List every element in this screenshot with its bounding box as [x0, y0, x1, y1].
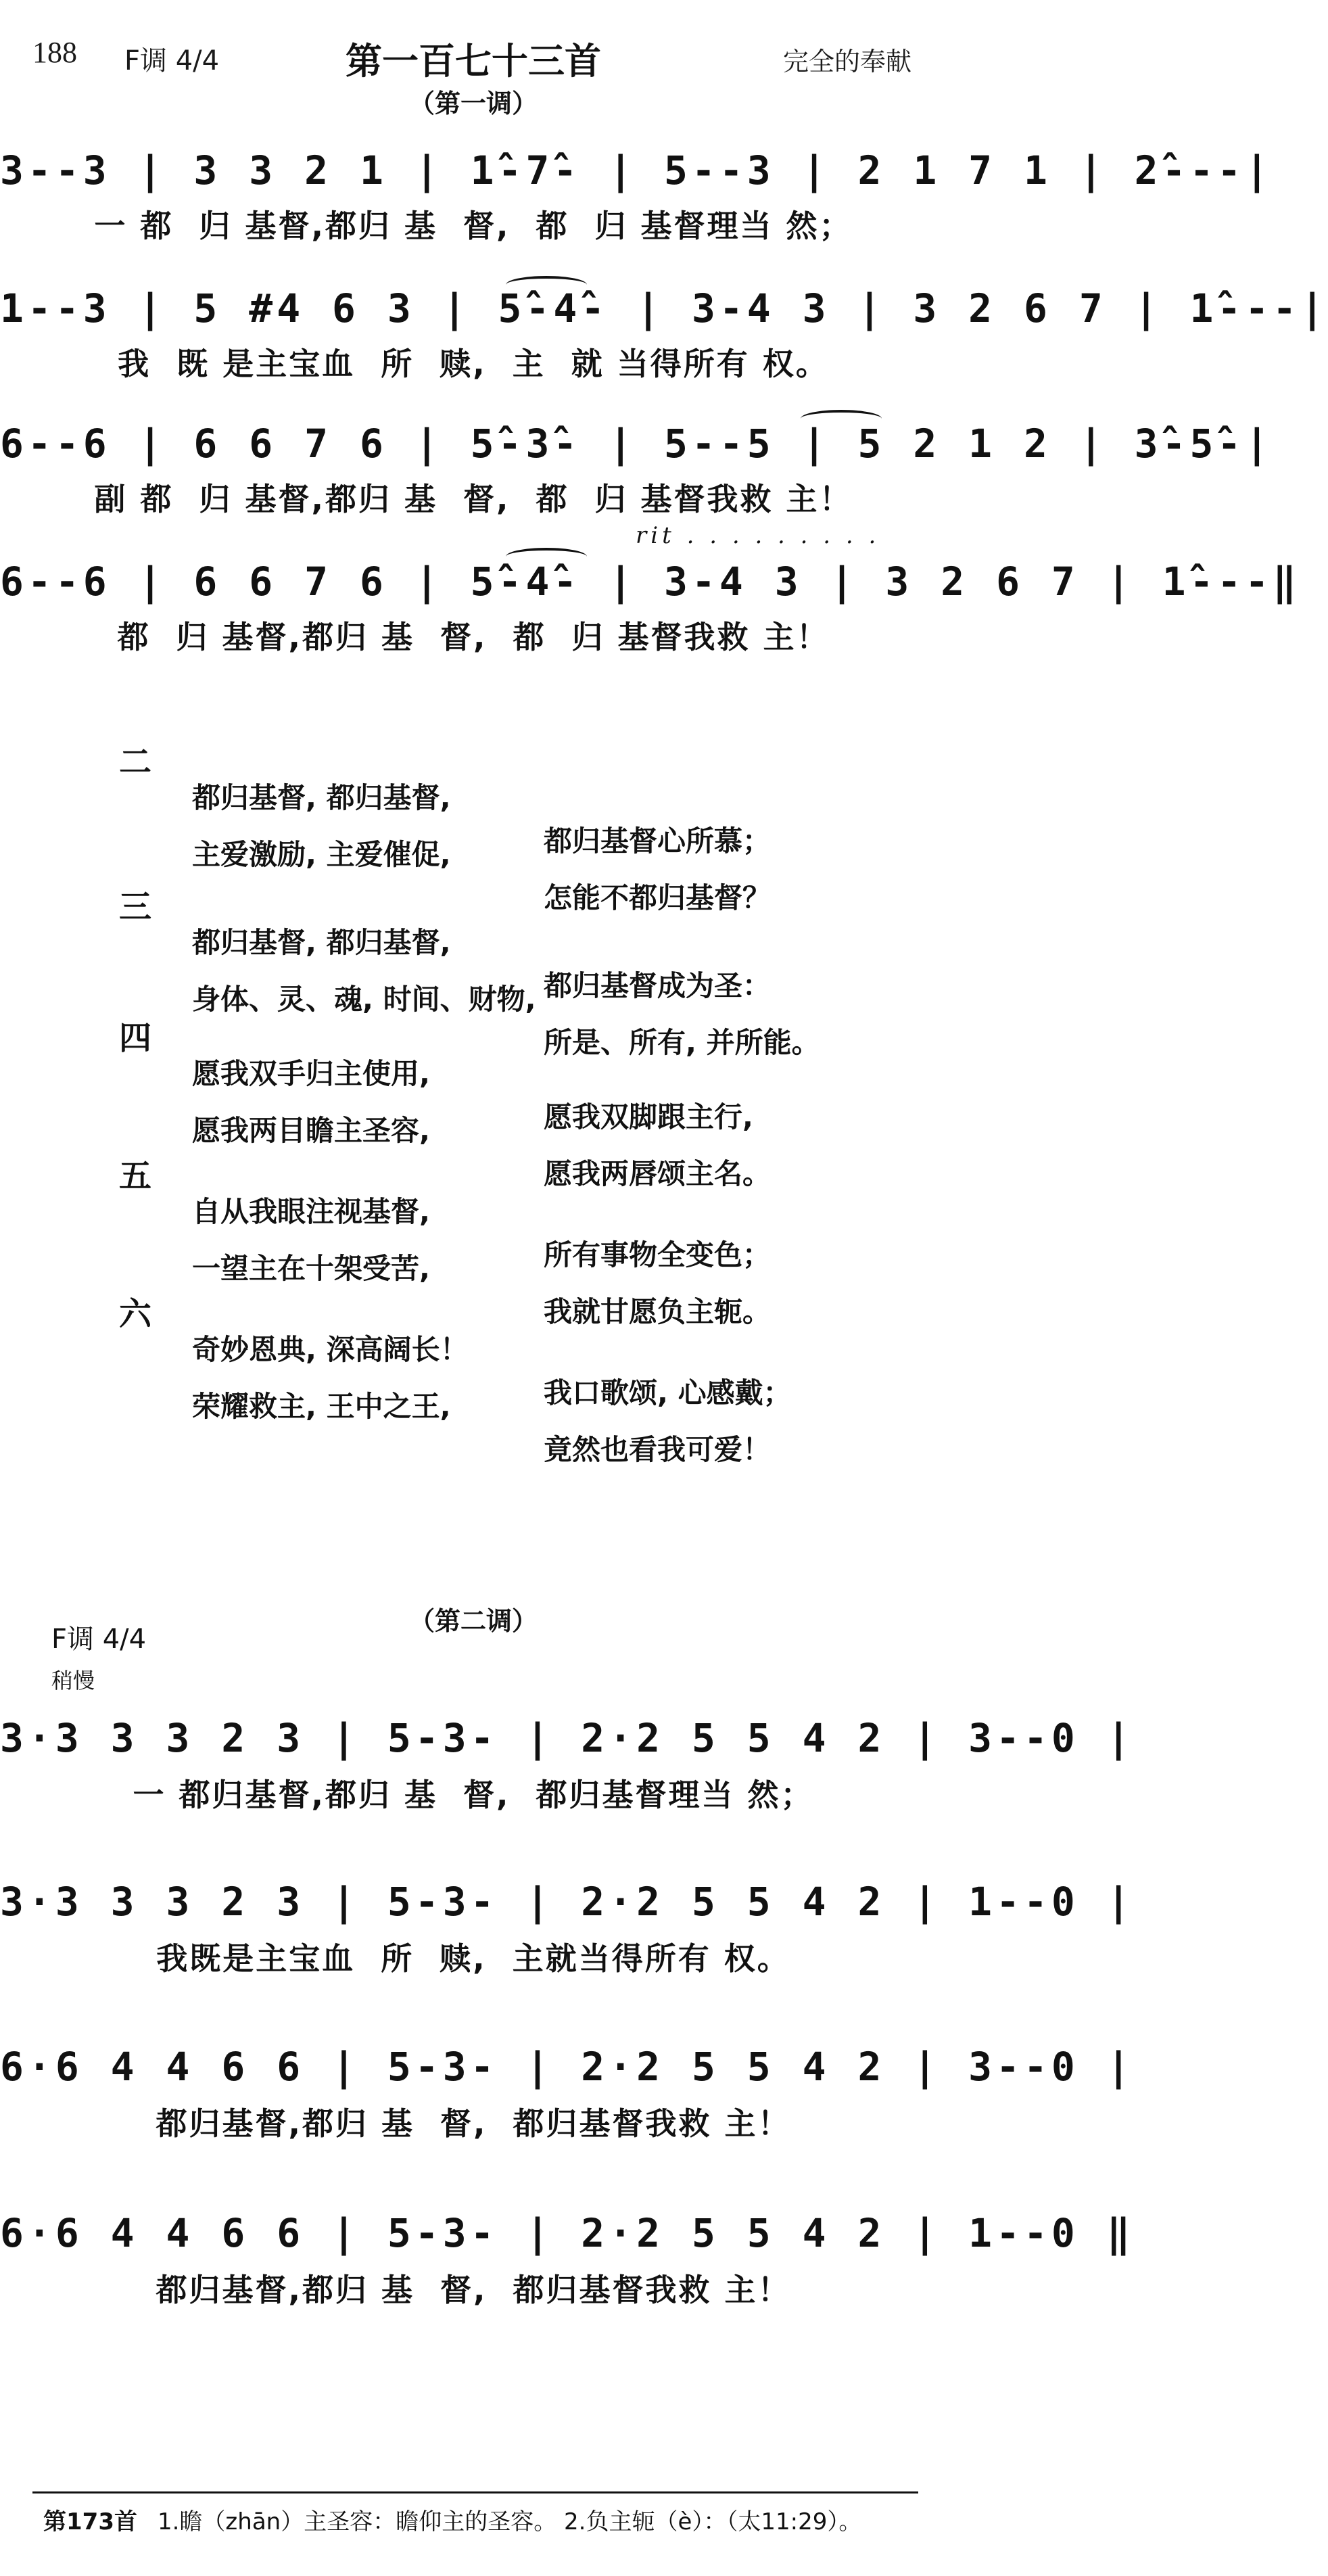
tie-arc: [506, 548, 587, 565]
verse-text: 怎能不都归基督？: [544, 881, 772, 914]
key-signature: F调 4/4: [124, 45, 220, 76]
verse-text: 身体、灵、魂, 时间、财物,: [192, 983, 536, 1016]
notation-line-4: 6--6 | 6 6 7 6 | 5̂-4̂- | 3-4 3 | 3 2 6 7 | 1̂---‖: [0, 559, 1301, 605]
verse-5: [0, 1150, 947, 1328]
footnote-divider: [32, 2491, 918, 2493]
hymn-title: 第一百七十三首: [346, 40, 601, 83]
verse-text: 都归基督, 都归基督,: [192, 926, 451, 959]
key-signature: F调 4/4: [51, 1624, 147, 1655]
verse-text: 我口歌颂, 心感戴；: [544, 1376, 792, 1409]
verse-text: 奇妙恩典, 深高阔长！: [192, 1333, 469, 1366]
tune-label-2: （第二调）: [408, 1606, 538, 1636]
notation-line-6: 3·3 3 3 2 3 | 5-3- | 2·2 5 5 4 2 | 1--0 |: [0, 1879, 1135, 1925]
verse-text: 自从我眼注视基督,: [192, 1195, 430, 1228]
tune-label-1: （第一调）: [408, 89, 538, 118]
lyric-line-4: 都 归 基督,都归 基 督, 都 归 基督我救 主！: [117, 619, 830, 655]
verse-number: 三: [119, 888, 152, 926]
lyric-line-7: 都归基督,都归 基 督, 都归基督我救 主！: [156, 2105, 791, 2142]
hymn-subtitle: 完全的奉献: [782, 47, 911, 76]
verse-text: 都归基督成为圣：: [544, 969, 772, 1002]
lyric-line-6: 我既是主宝血 所 赎, 主就当得所有 权。: [156, 1940, 790, 1977]
lyric-line-3: 副 都 归 基督,都归 基 督, 都 归 基督我救 主！: [94, 481, 853, 517]
verse-text: 我就甘愿负主轭。: [544, 1295, 772, 1328]
lyric-line-2: 我 既 是主宝血 所 赎, 主 就 当得所有 权。: [118, 346, 829, 382]
verse-text: 所有事物全变色；: [544, 1238, 772, 1271]
notation-line-1: 3--3 | 3 3 2 1 | 1̂-7̂- | 5--3 | 2 1 7 1 | 2̂---|: [0, 147, 1273, 193]
footnote: [43, 2502, 922, 2542]
verse-text: 愿我两目瞻主圣容,: [192, 1114, 430, 1147]
verse-text: 愿我双手归主使用,: [192, 1057, 430, 1090]
verse-text: 愿我两唇颂主名。: [544, 1157, 772, 1190]
tempo-marking: 稍慢: [51, 1668, 95, 1693]
lyric-line-5: 一 都归基督,都归 基 督, 都归基督理当 然；: [133, 1777, 814, 1813]
verse-6: [0, 1288, 947, 1466]
lyric-line-1: 一 都 归 基督,都归 基 督, 都 归 基督理当 然；: [94, 208, 853, 244]
notation-line-2: 1--3 | 5 #4 6 3 | 5̂-4̂- | 3-4 3 | 3 2 6 7 | 1̂---|: [0, 285, 1328, 331]
verse-text: 愿我双脚跟主行,: [544, 1100, 753, 1133]
verse-text: 主爱激励, 主爱催促,: [192, 838, 451, 871]
lyric-line-8: 都归基督,都归 基 督, 都归基督我救 主！: [156, 2272, 791, 2308]
verse-2: [0, 736, 947, 914]
verse-text: 一望主在十架受苦,: [192, 1252, 430, 1285]
verse-text: 都归基督心所慕；: [544, 824, 772, 858]
verse-number: 六: [119, 1295, 152, 1333]
notation-line-7: 6·6 4 4 6 6 | 5-3- | 2·2 5 5 4 2 | 3--0 |: [0, 2044, 1135, 2090]
verse-number: 二: [119, 743, 152, 781]
verse-4: [0, 1012, 947, 1190]
tie-arc: [801, 410, 882, 427]
notation-line-8: 6·6 4 4 6 6 | 5-3- | 2·2 5 5 4 2 | 1--0 ‖: [0, 2210, 1135, 2256]
footnote-label: 第173首: [43, 2508, 137, 2535]
verse-text: 所是、所有, 并所能。: [544, 1026, 820, 1059]
verse-number: 五: [119, 1157, 152, 1195]
verse-number: 四: [119, 1019, 152, 1057]
footnote-text: 1.瞻（zhān）主圣容：瞻仰主的圣容。 2.负主轭（è）：（太11:29）。: [157, 2508, 862, 2535]
verse-3: [0, 881, 947, 1059]
verse-text: 荣耀救主, 王中之王,: [192, 1390, 451, 1423]
verse-text: 都归基督, 都归基督,: [192, 781, 451, 814]
verse-text: 竟然也看我可爱！: [544, 1433, 772, 1466]
notation-line-5: 3·3 3 3 2 3 | 5-3- | 2·2 5 5 4 2 | 3--0 |: [0, 1715, 1135, 1761]
notation-line-3: 6--6 | 6 6 7 6 | 5̂-3̂- | 5--5 | 5 2 1 2 | 3̂-5̂-|: [0, 421, 1273, 467]
tie-arc: [506, 276, 587, 294]
page-number: 188: [32, 36, 77, 69]
ritardando-mark: rit . . . . . . . . .: [636, 522, 880, 549]
